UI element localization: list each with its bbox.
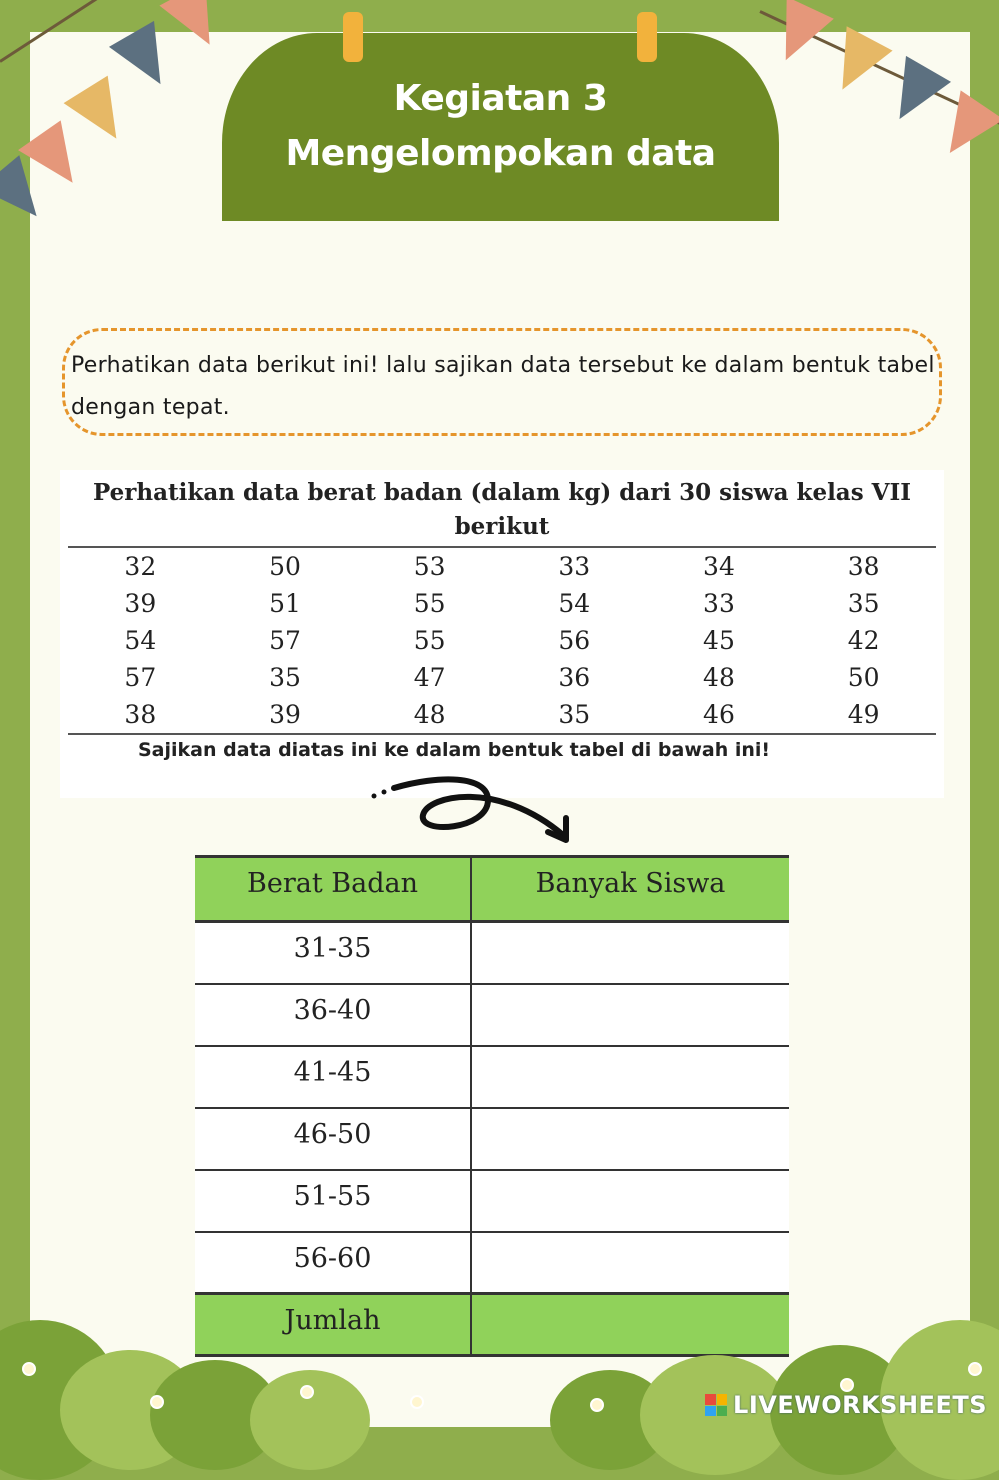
data-grid-row <box>68 585 936 622</box>
data-value-cell: 54 <box>124 626 157 655</box>
range-cell: 46-50 <box>195 1108 471 1170</box>
data-value-cell: 50 <box>269 552 301 581</box>
data-value-cell: 35 <box>269 663 301 692</box>
paper-clip-icon <box>637 12 657 62</box>
data-value-cell: 35 <box>847 589 880 618</box>
count-input-cell[interactable] <box>471 1170 789 1232</box>
count-input-cell[interactable] <box>471 922 789 984</box>
count-input-cell[interactable] <box>471 1046 789 1108</box>
table-row <box>195 1108 789 1170</box>
data-value-cell: 32 <box>124 552 157 581</box>
frequency-table-header-row <box>195 857 789 922</box>
data-value-cell: 45 <box>703 626 735 655</box>
range-cell: 41-45 <box>195 1046 471 1108</box>
range-cell: 36-40 <box>195 984 471 1046</box>
range-cell: 31-35 <box>195 922 471 984</box>
data-value-cell: 53 <box>413 552 446 581</box>
count-input-cell[interactable] <box>471 1108 789 1170</box>
activity-number: Kegiatan 3 <box>393 78 608 119</box>
total-input-cell[interactable] <box>471 1294 789 1356</box>
count-input-cell[interactable] <box>471 984 789 1046</box>
table-row <box>195 922 789 984</box>
header-student-count: Banyak Siswa <box>471 857 789 922</box>
table-row <box>195 1046 789 1108</box>
activity-title: Mengelompokan data <box>285 133 716 174</box>
frequency-table <box>195 855 789 1357</box>
data-value-cell: 56 <box>558 626 591 655</box>
data-value-cell: 33 <box>558 552 591 581</box>
data-value-cell: 57 <box>124 663 157 692</box>
data-value-cell: 36 <box>558 663 591 692</box>
count-input-cell[interactable] <box>471 1232 789 1294</box>
data-value-cell: 47 <box>413 663 446 692</box>
table-row <box>195 1232 789 1294</box>
data-value-cell: 55 <box>413 626 446 655</box>
data-value-cell: 55 <box>413 589 446 618</box>
data-panel-title: Perhatikan data berat badan (dalam kg) dari 30 siswa kelas VII berikut <box>92 479 912 540</box>
data-value-cell: 51 <box>269 589 301 618</box>
liveworksheets-logo-icon <box>705 1394 727 1416</box>
instruction-text: Perhatikan data berikut ini! lalu sajikan data tersebut ke dalam bentuk tabel dengan tepat. <box>71 353 935 420</box>
data-value-cell: 38 <box>847 552 880 581</box>
table-row <box>195 1170 789 1232</box>
data-grid-row <box>68 622 936 659</box>
total-row <box>195 1294 789 1356</box>
paper-clip-icon <box>343 12 363 62</box>
instruction-box <box>62 328 942 436</box>
weight-data-grid <box>68 546 936 735</box>
brand-label: LIVEWORKSHEETS <box>733 1391 987 1419</box>
data-value-cell: 34 <box>703 552 735 581</box>
header-weight: Berat Badan <box>195 857 471 922</box>
data-value-cell: 48 <box>413 700 446 729</box>
data-value-cell: 39 <box>269 700 301 729</box>
data-value-cell: 39 <box>124 589 157 618</box>
activity-title-banner <box>222 33 779 221</box>
curved-arrow-icon <box>368 770 588 860</box>
data-panel-note: Sajikan data diatas ini ke dalam bentuk tabel di bawah ini! <box>138 739 771 761</box>
data-value-cell: 33 <box>703 589 735 618</box>
data-value-cell: 35 <box>558 700 591 729</box>
data-value-cell: 54 <box>558 589 591 618</box>
range-cell: 51-55 <box>195 1170 471 1232</box>
data-value-cell: 49 <box>847 700 880 729</box>
total-label: Jumlah <box>195 1294 471 1356</box>
data-value-cell: 42 <box>847 626 880 655</box>
data-grid-row <box>68 547 936 585</box>
data-grid-row <box>68 659 936 696</box>
weight-data-panel <box>60 470 944 798</box>
table-row <box>195 984 789 1046</box>
data-value-cell: 38 <box>124 700 157 729</box>
data-value-cell: 57 <box>269 626 301 655</box>
data-value-cell: 48 <box>703 663 735 692</box>
liveworksheets-brand <box>705 1391 987 1419</box>
data-grid-row <box>68 696 936 734</box>
data-value-cell: 46 <box>703 700 735 729</box>
range-cell: 56-60 <box>195 1232 471 1294</box>
data-value-cell: 50 <box>847 663 880 692</box>
